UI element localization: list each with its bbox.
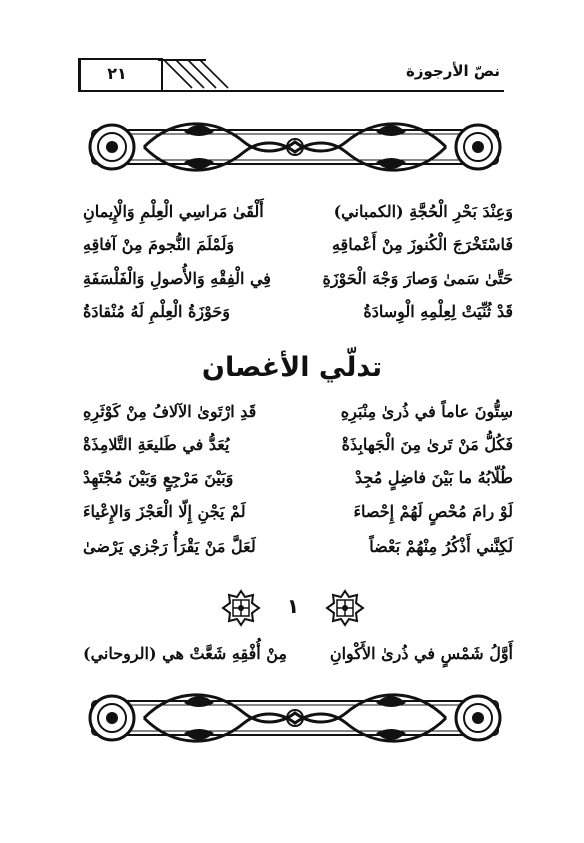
verse-line — [83, 402, 513, 438]
top-floral-ornament — [84, 112, 506, 182]
verse-line — [83, 502, 513, 538]
verse-second-hemistich: أَلْقَىٰ مَراسِي الْعِلْمِ وَالْإِيمانِ — [83, 202, 264, 221]
verse-second-hemistich: لَمْ يَجْنِ إِلّا الْعَجْزَ وَالإِعْياءَ — [83, 502, 246, 521]
bottom-floral-ornament — [84, 683, 506, 753]
verse-line — [83, 644, 513, 680]
verse-first-hemistich: طُلّابُهُ ما بَيْنَ فاضِلٍ مُجِدْ — [354, 468, 513, 487]
page-number: ٢١ — [107, 64, 127, 83]
verse-line — [83, 202, 513, 238]
numbered-heading — [220, 588, 366, 630]
verse-second-hemistich: قَدِ ارْتَوىٰ الآلافُ مِنْ كَوْثَرِهِ — [83, 402, 257, 421]
page-header — [68, 56, 504, 92]
header-rule — [158, 90, 504, 92]
verse-second-hemistich: وَحَوْزَةُ الْعِلْمِ لَهُ مُنْقادَةُ — [83, 302, 231, 321]
verse-line — [83, 435, 513, 471]
verse-line — [83, 302, 513, 338]
verse-second-hemistich: وَلَمْلَمَ النُّجومَ مِنْ آفاقِهِ — [83, 235, 235, 254]
verse-second-hemistich: لَعَلَّ مَنْ يَقْرَأُ رَجْزي يَرْضىٰ — [83, 537, 256, 556]
verse-group-number: ١ — [286, 594, 300, 618]
verse-line — [83, 235, 513, 271]
verse-first-hemistich: أَوَّلُ شَمْسٍ في ذُرىٰ الأَكْوانِ — [329, 644, 513, 663]
verse-first-hemistich: حَتَّىٰ سَمىٰ وَصارَ وَجْهَ الْحَوْزَةِ — [322, 269, 513, 288]
verse-first-hemistich: لَكِنَّني أَذْكُرُ مِنْهُمْ بَعْضاً — [369, 537, 513, 556]
page-number-box — [78, 58, 163, 92]
verse-second-hemistich: وَبَيْنَ مَرْجِعٍ وَبَيْنَ مُجْتَهِدْ — [83, 468, 234, 487]
verse-line — [83, 468, 513, 504]
verse-second-hemistich: مِنْ أُفْقِهِ شَعَّتْ هي (الروحاني) — [83, 644, 287, 663]
verse-second-hemistich: فِي الْفِقْهِ وَالأُصولِ وَالْفَلْسَفَةِ — [83, 269, 271, 288]
verse-first-hemistich: قَدْ ثُنِّيَتْ لِعِلْمِهِ الْوِسادَةُ — [363, 302, 513, 321]
ornament-seal-icon — [220, 588, 262, 628]
verse-first-hemistich: وَعِنْدَ بَحْرِ الْحُجَّةِ (الكمباني) — [333, 202, 513, 221]
verse-line — [83, 537, 513, 573]
verse-first-hemistich: فَاسْتَخْرَجَ الْكُنوزَ مِنْ أَعْماقِهِ — [331, 235, 513, 254]
verse-first-hemistich: فَكُلُّ مَنْ تَرىٰ مِنَ الْجَهابِذَةْ — [341, 435, 513, 454]
verse-first-hemistich: سِتُّونَ عاماً في ذُرىٰ مِنْبَرِهِ — [340, 402, 513, 421]
verse-first-hemistich: لَوْ رامَ مُحْصٍ لَهُمْ إِحْصاءَ — [353, 502, 513, 521]
header-hatch-decoration — [158, 58, 238, 90]
verse-second-hemistich: يُعَدُّ في طَليعَةِ التَّلامِذَةْ — [83, 435, 230, 454]
section-title: تدلّي الأغصان — [201, 352, 383, 383]
verse-line — [83, 269, 513, 305]
running-title: نصّ الأرجوزة — [406, 62, 500, 80]
